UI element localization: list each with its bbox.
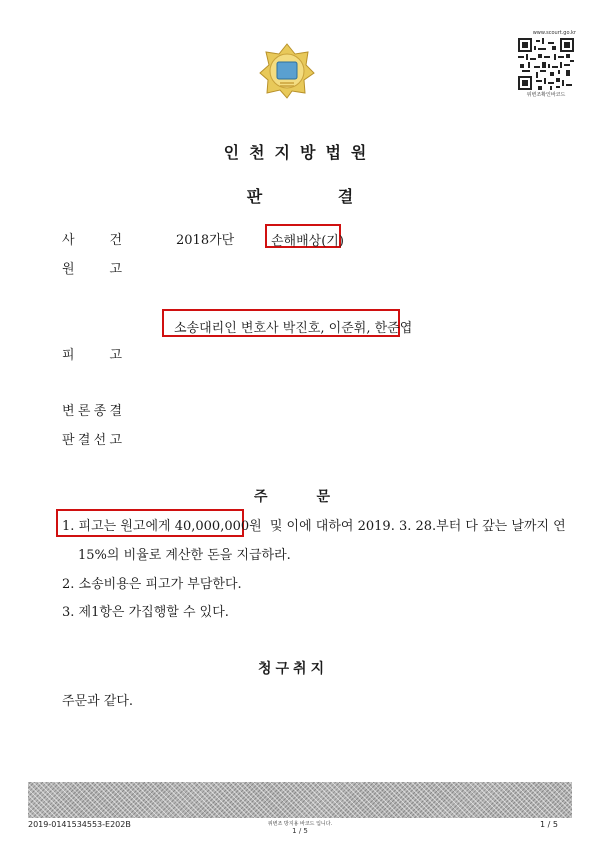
case-label: 사 건: [62, 233, 122, 248]
order-item-2: 2. 소송비용은 피고가 부담한다.: [62, 577, 242, 592]
qr-caption: 위변조확인바코드: [526, 92, 566, 98]
order-item-1-line2: 15%의 비율로 계산한 돈을 지급하라.: [78, 548, 291, 563]
case-type: 손해배상(기): [271, 234, 344, 249]
claim-text: 주문과 같다.: [62, 694, 134, 709]
attorney-highlight: [162, 309, 413, 337]
title-char: 결: [337, 187, 354, 206]
court-url: www.scourt.go.kr: [532, 30, 576, 36]
order-item-3: 3. 제1항은 가집행할 수 있다.: [62, 605, 229, 620]
attorney-names: 소송대리인 변호사 박진호, 이준휘, 한준엽: [174, 321, 413, 336]
claim-heading: 청구취지: [258, 661, 329, 677]
security-pattern-band: [28, 782, 572, 818]
title-char: 판: [246, 187, 263, 206]
court-seal-logo: [258, 42, 316, 100]
page-number: 1 / 5: [540, 820, 558, 829]
document-title: [0, 184, 600, 207]
barcode-notice: 위변조 방지용 바코드 입니다.: [267, 821, 333, 827]
judgment-date-label: 판 결 선 고: [62, 433, 122, 448]
order-heading: 주 문: [254, 489, 330, 505]
document-id: 2019-0141534553-E202B: [28, 820, 131, 829]
order-item-1-amount: 피고는 원고에게 40,000,000원: [78, 519, 262, 534]
argument-closed-label: 변 론 종 결: [62, 404, 122, 419]
case-type-highlight: [265, 224, 344, 249]
defendant-label: 피 고: [62, 348, 122, 363]
center-page-number: 1 / 5: [292, 827, 308, 835]
case-number: 2018가단: [176, 233, 235, 248]
qr-code-icon: [518, 38, 574, 90]
order-item-1-number: 1.: [62, 519, 75, 534]
order-item-1-rest: 및 이에 대하여 2019. 3. 28.부터 다 갚는 날까지 연: [269, 519, 566, 534]
plaintiff-label: 원 고: [62, 262, 122, 277]
court-name: 인천지방법원: [223, 143, 377, 162]
verification-qr-block: [516, 30, 576, 100]
order-item-1: [62, 515, 566, 534]
